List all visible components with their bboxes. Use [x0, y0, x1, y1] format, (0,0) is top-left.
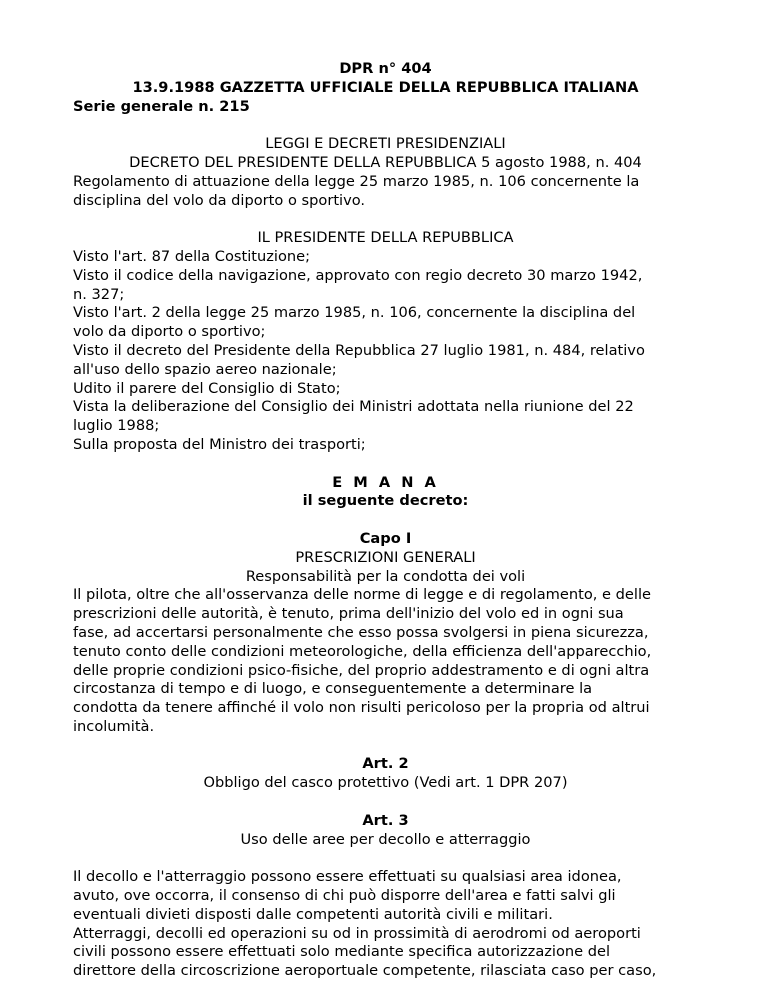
article-3-line: civili possono essere effettuati solo mediante specifica autorizzazione del — [73, 943, 611, 961]
capo-title: PRESCRIZIONI GENERALI — [295, 548, 476, 566]
article-1-line: delle proprie condizioni psico-fisiche, del proprio addestramento e di ogni altra — [73, 661, 650, 679]
article-3-heading: Uso delle aree per decollo e atterraggio — [240, 830, 531, 848]
preamble-line: Vista la deliberazione del Consiglio dei Ministri adottata nella riunione del 22 — [73, 398, 634, 416]
capo-label: Capo I — [359, 529, 412, 547]
preamble-line: Visto l'art. 87 della Costituzione; — [73, 247, 311, 265]
preamble-line: Udito il parere del Consiglio di Stato; — [73, 379, 341, 397]
article-3-line: eventuali divieti disposti dalle competenti autorità civili e militari. — [73, 905, 553, 923]
preamble-line: Visto l'art. 2 della legge 25 marzo 1985, n. 106, concernente la disciplina del — [73, 304, 636, 322]
article-1-line: Il pilota, oltre che all'osservanza delle norme di legge e di regolamento, e delle — [73, 586, 651, 604]
enactment — [73, 474, 698, 512]
decree-intro: il seguente decreto: — [302, 492, 469, 510]
article-3-label: Art. 3 — [362, 811, 409, 829]
article-2-heading: Obbligo del casco protettivo (Vedi art. 1 DPR 207) — [203, 774, 568, 792]
article-3-line: Il decollo e l'atterraggio possono essere effettuati su qualsiasi area idonea, — [73, 868, 622, 886]
article-1-line: condotta da tenere affinché il volo non risulti pericoloso per la propria od altrui — [73, 699, 650, 717]
article-1-line: prescrizioni delle autorità, è tenuto, prima dell'inizio del volo ed in ogni sua — [73, 605, 624, 623]
preamble-line: luglio 1988; — [73, 417, 160, 435]
dpr-number: DPR n° 404 — [339, 60, 432, 77]
gazette-title: 13.9.1988 GAZZETTA UFFICIALE DELLA REPUBBLICA ITALIANA — [132, 78, 639, 96]
article-2 — [73, 755, 698, 793]
preamble-heading: IL PRESIDENTE DELLA REPUBBLICA — [257, 229, 514, 247]
preamble-line: all'uso dello spazio aereo nazionale; — [73, 360, 337, 378]
decree-heading — [73, 135, 698, 210]
article-1-line: incolumità. — [73, 717, 155, 735]
decree-title: DECRETO DEL PRESIDENTE DELLA REPUBBLICA 5 agosto 1988, n. 404 — [129, 153, 642, 171]
gazette-series: Serie generale n. 215 — [73, 97, 250, 115]
article-1-line: circostanza di tempo e di luogo, e conseguentemente a determinare la — [73, 680, 593, 698]
emana-heading: E M A N A — [332, 473, 439, 491]
preamble-line: Visto il codice della navigazione, approvato con regio decreto 30 marzo 1942, — [73, 266, 643, 284]
article-3-line: direttore della circoscrizione aeroportuale competente, rilasciata caso per caso, — [73, 962, 657, 980]
preamble-line: Sulla proposta del Ministro dei trasporti; — [73, 435, 366, 453]
article-3-line: Atterraggi, decolli ed operazioni su od in prossimità di aerodromi od aeroporti — [73, 924, 641, 942]
article-2-label: Art. 2 — [362, 755, 409, 773]
decree-subtitle-line: Regolamento di attuazione della legge 25 marzo 1985, n. 106 concernente la — [73, 172, 640, 190]
article-1-heading: Responsabilità per la condotta dei voli — [245, 567, 526, 585]
section-label: LEGGI E DECRETI PRESIDENZIALI — [265, 135, 506, 153]
article-3-line: avuto, ove occorra, il consenso di chi può disporre dell'area e fatti salvi gli — [73, 887, 616, 905]
preamble-line: volo da diporto o sportivo; — [73, 323, 266, 341]
article-1-line: tenuto conto delle condizioni meteorologiche, della efficienza dell'apparecchio, — [73, 642, 652, 660]
preamble-line: Visto il decreto del Presidente della Repubblica 27 luglio 1981, n. 484, relativo — [73, 341, 645, 359]
capo-1 — [73, 530, 698, 737]
article-1-line: fase, ad accertarsi personalmente che esso possa svolgersi in piena sicurezza, — [73, 623, 649, 641]
gazette-header — [73, 60, 698, 116]
decree-subtitle-line: disciplina del volo da diporto o sportivo. — [73, 191, 366, 209]
article-3 — [73, 812, 698, 981]
preamble — [73, 229, 698, 455]
preamble-line: n. 327; — [73, 285, 125, 303]
